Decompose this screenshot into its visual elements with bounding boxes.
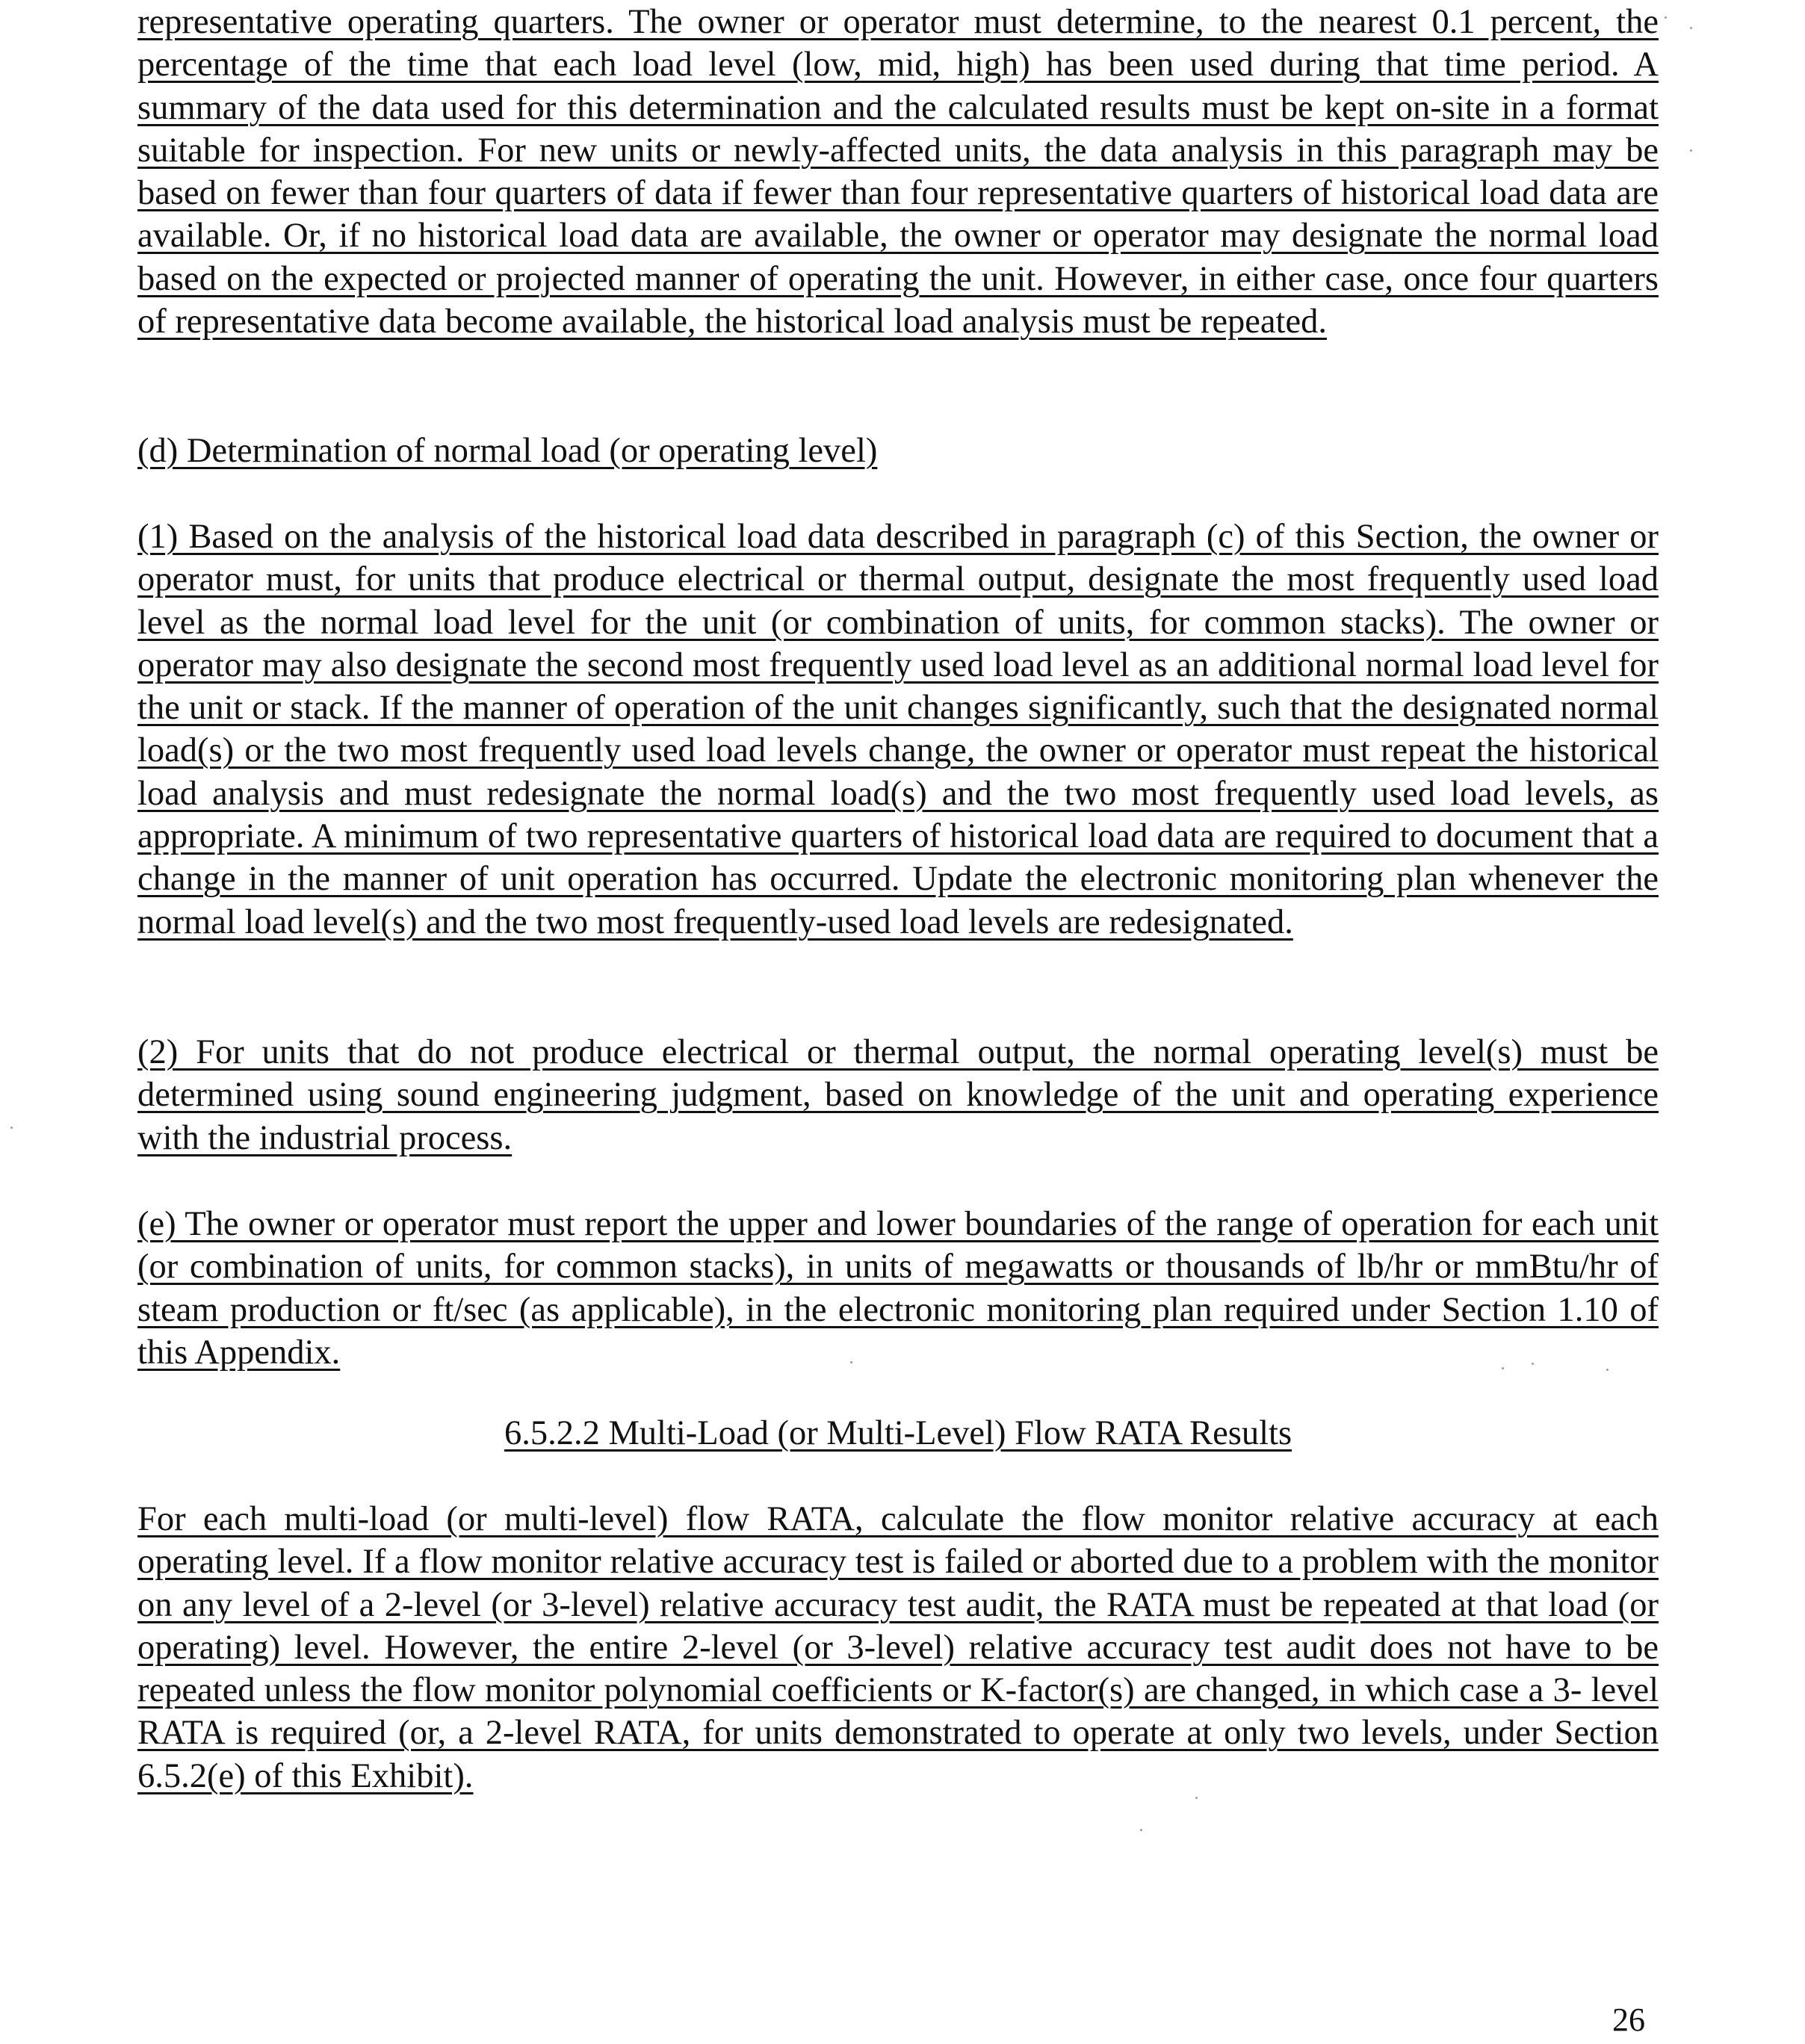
- scan-artifact: [1690, 149, 1692, 152]
- scan-artifact: [1502, 1367, 1504, 1369]
- scan-artifact: [1606, 1369, 1609, 1371]
- page-number: 26: [1612, 2001, 1645, 2038]
- scan-artifact: [10, 1127, 13, 1129]
- paragraph-e-range-of-operation: (e) The owner or operator must report the upper and lower boundaries of the range of operation for each unit (or combination of units, for common stacks), in units of megawatts or thousands of lb/hr or mmBtu/hr of steam production or ft/sec (as applicable), in the electronic monitoring plan required under Section 1.10 of this Appendix.: [137, 1205, 1659, 1372]
- paragraph-d1-normal-load-designation: (1) Based on the analysis of the historical load data described in paragraph (c) of this Section, the owner or operator must, for units that produce electrical or thermal output, designate the most frequently used load level as the normal load level for the unit (or combination of units, for common stacks). The owner or operator may also designate the second most frequently used load level as an additional normal load level for the unit or stack. If the manner of operation of the unit changes significantly, such that the designated normal load(s) or the two most frequently used load levels change, the owner or operator must repeat the historical load analysis and must redesignate the normal load(s) and the two most frequently used load levels, as appropriate. A minimum of two representative quarters of historical load data are required to document that a change in the manner of unit operation has occurred. Update the electronic monitoring plan whenever the normal load level(s) and the two most frequently-used load levels are redesignated.: [137, 518, 1659, 941]
- paragraph-multi-load-rata-results: For each multi-load (or multi-level) flow RATA, calculate the flow monitor relative accuracy at each operating level. If a flow monitor relative accuracy test is failed or aborted due to a problem with the monitor on any level of a 2-level (or 3-level) relative accuracy test audit, the RATA must be repeated at that load (or operating) level. However, the entire 2-level (or 3-level) relative accuracy test audit does not have to be repeated unless the flow monitor polynomial coefficients or K-factor(s) are changed, in which case a 3- level RATA is required (or, a 2-level RATA, for units demonstrated to operate at only two levels, under Section 6.5.2(e) of this Exhibit).: [137, 1500, 1659, 1795]
- scan-artifact: [1195, 1797, 1198, 1799]
- paragraph-d-heading: (d) Determination of normal load (or operating level): [137, 432, 878, 470]
- scan-artifact: [1532, 1363, 1534, 1365]
- paragraph-d2-non-output-units: (2) For units that do not produce electrical or thermal output, the normal operating level(s) must be determined using sound engineering judgment, based on knowledge of the unit and operating experience with the industrial process.: [137, 1033, 1659, 1157]
- scan-artifact: [850, 1361, 852, 1363]
- paragraph-historical-load-analysis: representative operating quarters. The owner or operator must determine, to the nearest 0.1 percent, the percentage of the time that each load level (low, mid, high) has been used during that time period. A summary of the data used for this determination and the calculated results must be kept on-site in a format suitable for inspection. For new units or newly-affected units, the data analysis in this paragraph may be based on fewer than four quarters of data if fewer than four representative quarters of historical load data are available. Or, if no historical load data are available, the owner or operator may designate the normal load based on the expected or projected manner of operating the unit. However, in either case, once four quarters of representative data become available, the historical load analysis must be repeated.: [137, 3, 1659, 341]
- section-heading-6-5-2-2: 6.5.2.2 Multi-Load (or Multi-Level) Flow RATA Results: [504, 1414, 1292, 1452]
- scan-artifact: [1665, 16, 1667, 19]
- scan-artifact: [1140, 1829, 1142, 1831]
- scan-artifact: [1690, 27, 1692, 29]
